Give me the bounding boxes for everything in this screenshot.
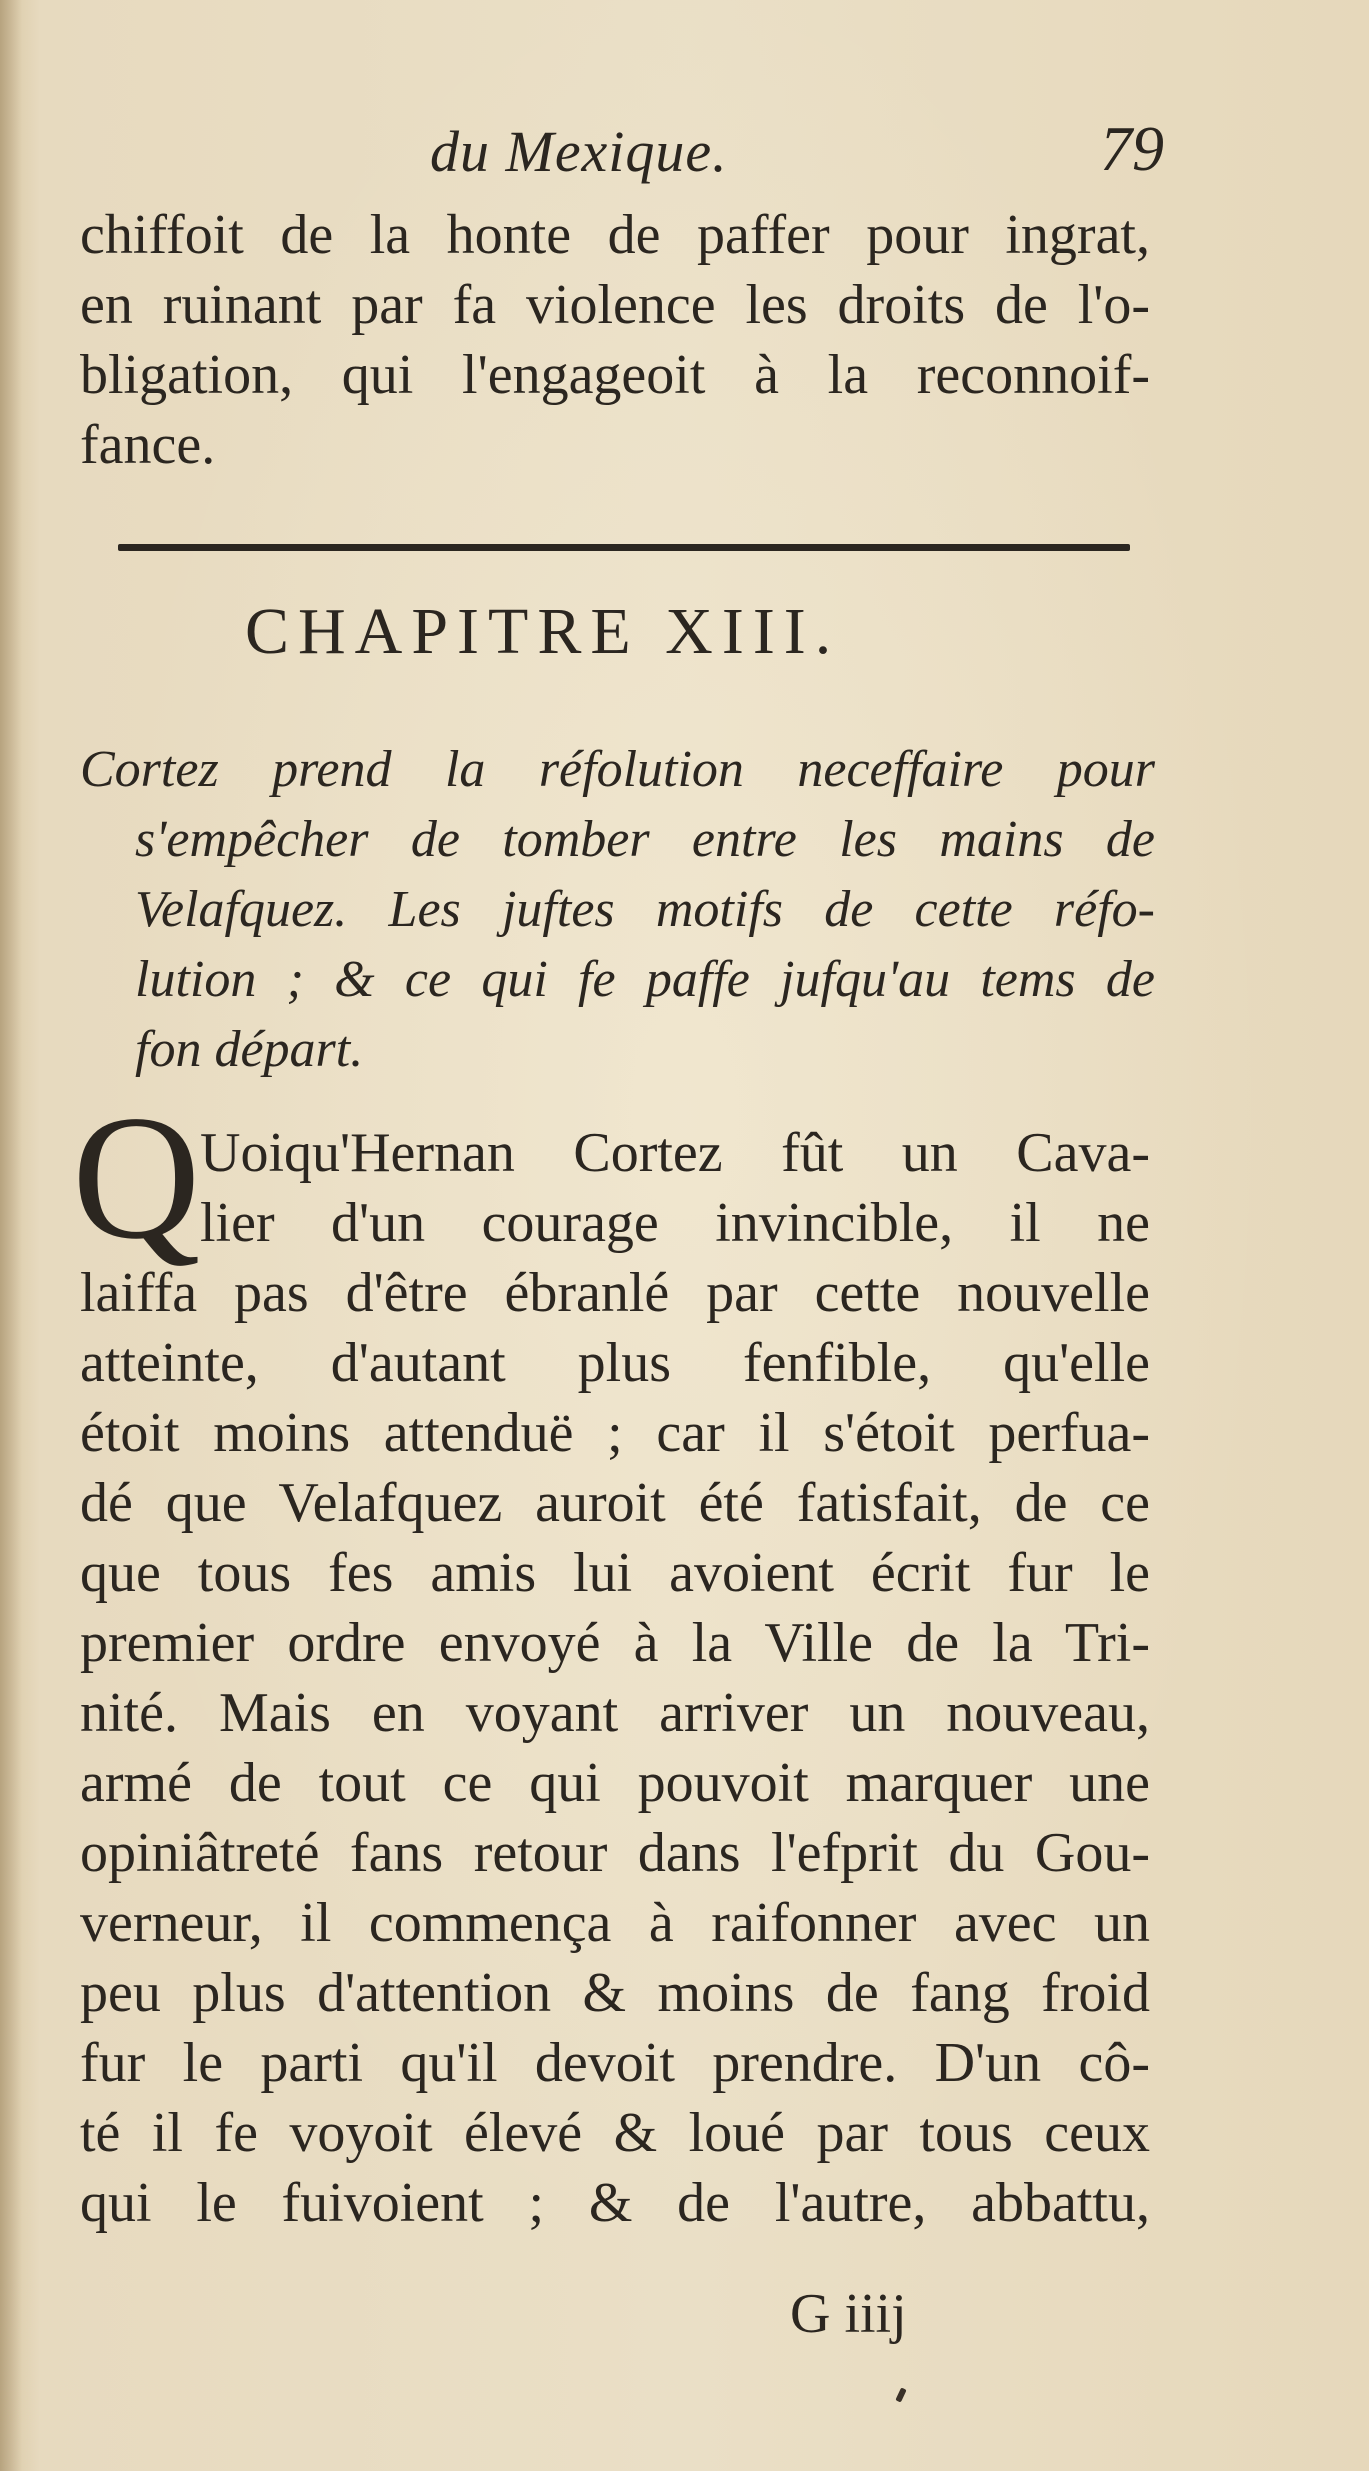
drop-cap: Q bbox=[72, 1078, 201, 1276]
text-line: Uoiqu'Hernan Cortez fût un Cava- bbox=[200, 1122, 1150, 1184]
running-head: du Mexique. bbox=[430, 119, 728, 184]
text-line: fance. bbox=[80, 414, 216, 476]
signature-mark: G iiij bbox=[790, 2283, 907, 2345]
text-line: bligation, qui l'engageoit à la reconnoif- bbox=[80, 344, 1150, 406]
chapter-summary-line: fon départ. bbox=[135, 1021, 364, 1078]
text-line: premier ordre envoyé à la Ville de la Tri- bbox=[80, 1612, 1150, 1674]
chapter-summary-line: lution ; & ce qui fe paffe jufqu'au tems de bbox=[135, 951, 1155, 1008]
chapter-summary-line: s'empêcher de tomber entre les mains de bbox=[135, 811, 1155, 868]
chapter-title: CHAPITRE XIII. bbox=[245, 595, 841, 668]
text-line: étoit moins attenduë ; car il s'étoit perfua- bbox=[80, 1402, 1150, 1464]
text-line: fur le parti qu'il devoit prendre. D'un cô- bbox=[80, 2032, 1150, 2094]
text-line: té il fe voyoit élevé & loué par tous ceux bbox=[80, 2102, 1150, 2164]
text-line: verneur, il commença à raifonner avec un bbox=[80, 1892, 1150, 1954]
chapter-summary-line: Velafquez. Les juftes motifs de cette réfo- bbox=[135, 881, 1155, 938]
text-line: chiffoit de la honte de paffer pour ingrat, bbox=[80, 204, 1150, 266]
ink-speck bbox=[895, 2387, 906, 2402]
chapter-rule bbox=[118, 544, 1130, 551]
gutter-shadow bbox=[0, 0, 22, 2471]
text-line: atteinte, d'autant plus fenfible, qu'elle bbox=[80, 1332, 1150, 1394]
text-line: que tous fes amis lui avoient écrit fur le bbox=[80, 1542, 1150, 1604]
chapter-summary-line: Cortez prend la réfolution neceffaire pour bbox=[80, 741, 1155, 798]
text-line: opiniâtreté fans retour dans l'efprit du Gou- bbox=[80, 1822, 1150, 1884]
text-line: peu plus d'attention & moins de fang froid bbox=[80, 1962, 1150, 2024]
text-line: armé de tout ce qui pouvoit marquer une bbox=[80, 1752, 1150, 1814]
page-number: 79 bbox=[1100, 113, 1164, 184]
text-line: qui le fuivoient ; & de l'autre, abbattu, bbox=[80, 2172, 1150, 2234]
text-line: lier d'un courage invincible, il ne bbox=[200, 1192, 1150, 1254]
text-line: en ruinant par fa violence les droits de l'o- bbox=[80, 274, 1150, 336]
text-line: laiffa pas d'être ébranlé par cette nouvelle bbox=[80, 1262, 1150, 1324]
text-line: dé que Velafquez auroit été fatisfait, de ce bbox=[80, 1472, 1150, 1534]
text-line: nité. Mais en voyant arriver un nouveau, bbox=[80, 1682, 1150, 1744]
